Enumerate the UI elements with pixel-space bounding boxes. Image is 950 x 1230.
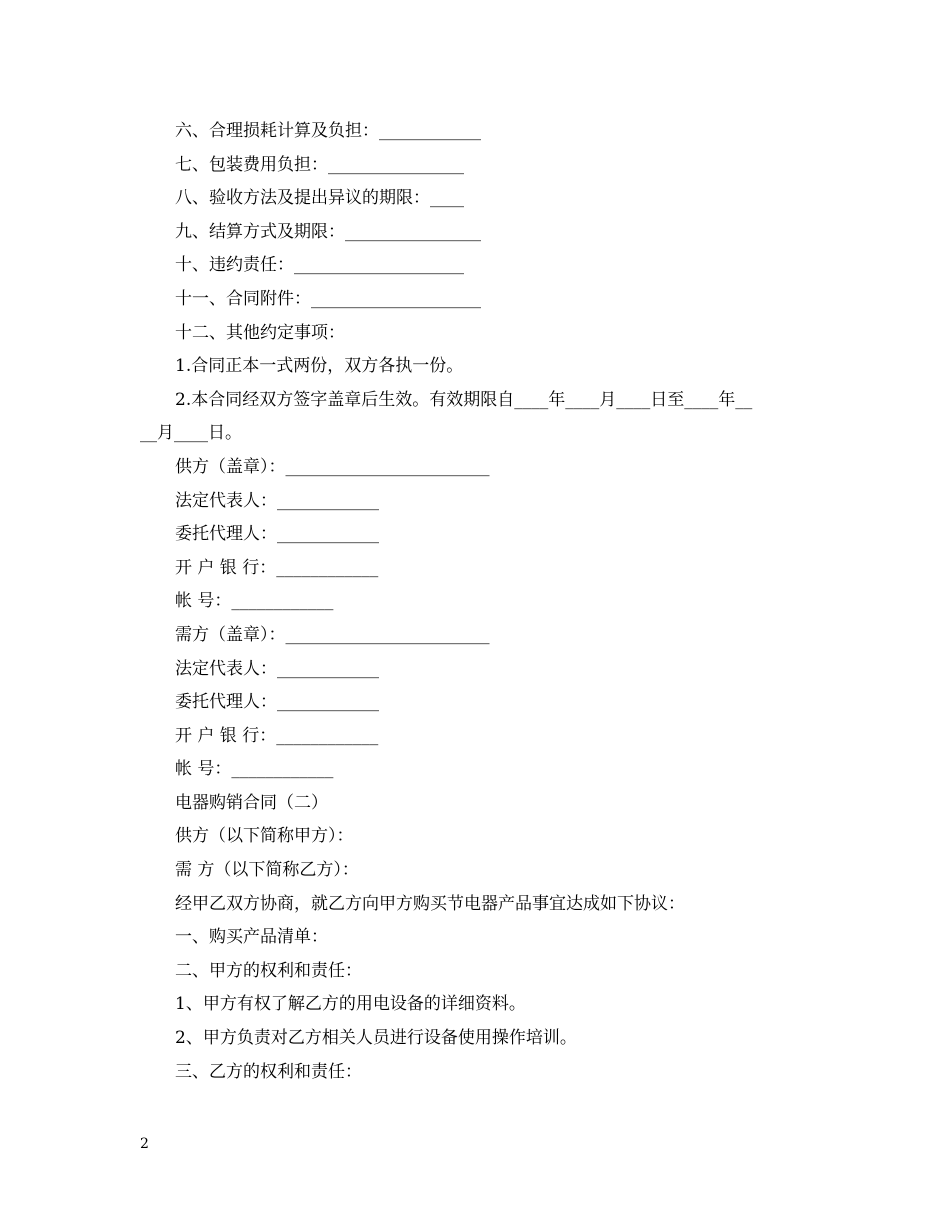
- other-item-2: 2.本合同经双方签字盖章后生效。有效期限自____年____月____日至____年__: [175, 389, 753, 410]
- buyer-seal: 需方（盖章）：________________________: [175, 624, 490, 645]
- clause-8-inspection: 八、验收方法及提出异议的期限：____: [175, 188, 464, 209]
- page-number: 2: [140, 1136, 149, 1152]
- supplier-seal: 供方（盖章）：________________________: [175, 456, 490, 477]
- buyer-account: 帐 号：____________: [175, 759, 334, 780]
- supplier-account: 帐 号：____________: [175, 591, 334, 612]
- section-2-item-1: 1、甲方有权了解乙方的用电设备的详细资料。: [175, 994, 526, 1015]
- section-2-item-2: 2、甲方负责对乙方相关人员进行设备使用操作培训。: [175, 1028, 577, 1049]
- section-3-party-b: 三、乙方的权利和责任：: [175, 1061, 362, 1082]
- clause-9-settlement: 九、结算方式及期限：________________: [175, 221, 481, 242]
- other-item-1: 1.合同正本一式两份，双方各执一份。: [175, 356, 464, 377]
- clause-6-loss: 六、合理损耗计算及负担：____________: [175, 121, 481, 141]
- section-2-party-a: 二、甲方的权利和责任：: [175, 960, 362, 981]
- contract-2-buyer: 需 方（以下简称乙方）：: [175, 860, 359, 881]
- clause-12-other: 十二、其他约定事项：: [175, 322, 345, 343]
- contract-2-title: 电器购销合同（二）: [175, 792, 328, 813]
- clause-7-packaging: 七、包装费用负担：________________: [175, 154, 464, 175]
- buyer-legal-rep: 法定代表人：____________: [175, 658, 379, 679]
- clause-10-liability: 十、违约责任：____________________: [175, 255, 464, 276]
- clause-11-attachments: 十一、合同附件：____________________: [175, 288, 481, 309]
- document-body: [0, 115, 950, 1089]
- other-item-2-continued: __月____日。: [140, 423, 242, 444]
- contract-2-preamble: 经甲乙双方协商，就乙方向甲方购买节电器产品事宜达成如下协议：: [175, 893, 685, 914]
- contract-2-supplier: 供方（以下简称甲方）：: [175, 826, 354, 847]
- buyer-agent: 委托代理人：____________: [175, 692, 379, 713]
- supplier-bank: 开 户 银 行：____________: [175, 557, 379, 578]
- supplier-agent: 委托代理人：____________: [175, 524, 379, 545]
- section-1-product-list: 一、购买产品清单：: [175, 927, 328, 948]
- buyer-bank: 开 户 银 行：____________: [175, 725, 379, 746]
- supplier-legal-rep: 法定代表人：____________: [175, 490, 379, 511]
